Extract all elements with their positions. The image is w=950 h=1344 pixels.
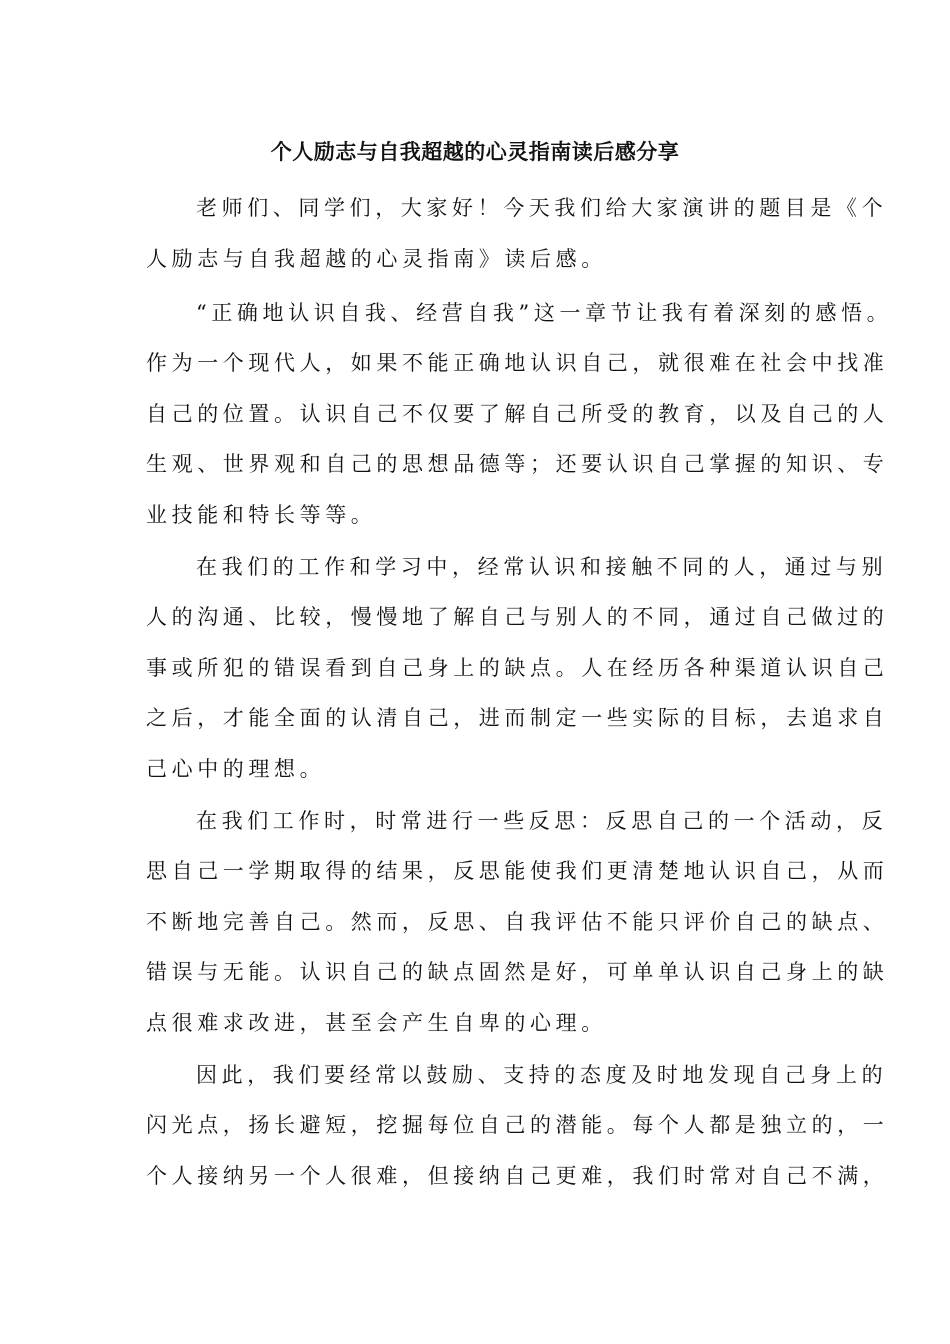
paragraph-3-line-5: 己心中的理想。 <box>146 757 326 781</box>
paragraph-4-line-1: 在我们工作时，时常进行一些反思：反思自己的一个活动，反 <box>196 809 888 833</box>
paragraph-3-line-4: 之后，才能全面的认清自己，进而制定一些实际的目标，去追求自 <box>146 706 889 730</box>
paragraph-2-line-5: 业技能和特长等等。 <box>146 503 377 527</box>
paragraph-2-line-4: 生观、世界观和自己的思想品德等；还要认识自己掌握的知识、专 <box>146 452 889 476</box>
paragraph-4-line-2: 思自己一学期取得的结果，反思能使我们更清楚地认识自己，从而 <box>146 859 889 883</box>
paragraph-4-line-3: 不断地完善自己。然而，反思、自我评估不能只评价自己的缺点、 <box>146 910 889 934</box>
paragraph-1-line-1: 老师们、同学们，大家好！今天我们给大家演讲的题目是《个 <box>196 196 888 220</box>
paragraph-5-line-2: 闪光点，扬长避短，挖掘每位自己的潜能。每个人都是独立的，一 <box>146 1113 889 1137</box>
paragraph-4-line-4: 错误与无能。认识自己的缺点固然是好，可单单认识自己身上的缺 <box>146 960 889 984</box>
document-title: 个人励志与自我超越的心灵指南读后感分享 <box>270 139 680 164</box>
paragraph-3-line-2: 人的沟通、比较，慢慢地了解自己与别人的不同，通过自己做过的 <box>146 605 889 629</box>
paragraph-3-line-3: 事或所犯的错误看到自己身上的缺点。人在经历各种渠道认识自己 <box>146 656 889 680</box>
paragraph-2-line-1: “正确地认识自我、经营自我”这一章节让我有着深刻的感悟。 <box>196 301 893 325</box>
paragraph-5-line-1: 因此，我们要经常以鼓励、支持的态度及时地发现自己身上的 <box>196 1063 888 1087</box>
paragraph-3-line-1: 在我们的工作和学习中，经常认识和接触不同的人，通过与别 <box>196 555 888 579</box>
paragraph-1-line-2: 人励志与自我超越的心灵指南》读后感。 <box>146 247 607 271</box>
paragraph-4-line-5: 点很难求改进，甚至会产生自卑的心理。 <box>146 1011 607 1035</box>
paragraph-5-line-3: 个人接纳另一个人很难，但接纳自己更难，我们时常对自己不满， <box>146 1164 889 1188</box>
paragraph-2-line-3: 自己的位置。认识自己不仅要了解自己所受的教育，以及自己的人 <box>146 402 889 426</box>
paragraph-2-line-2: 作为一个现代人，如果不能正确地认识自己，就很难在社会中找准 <box>146 351 889 375</box>
